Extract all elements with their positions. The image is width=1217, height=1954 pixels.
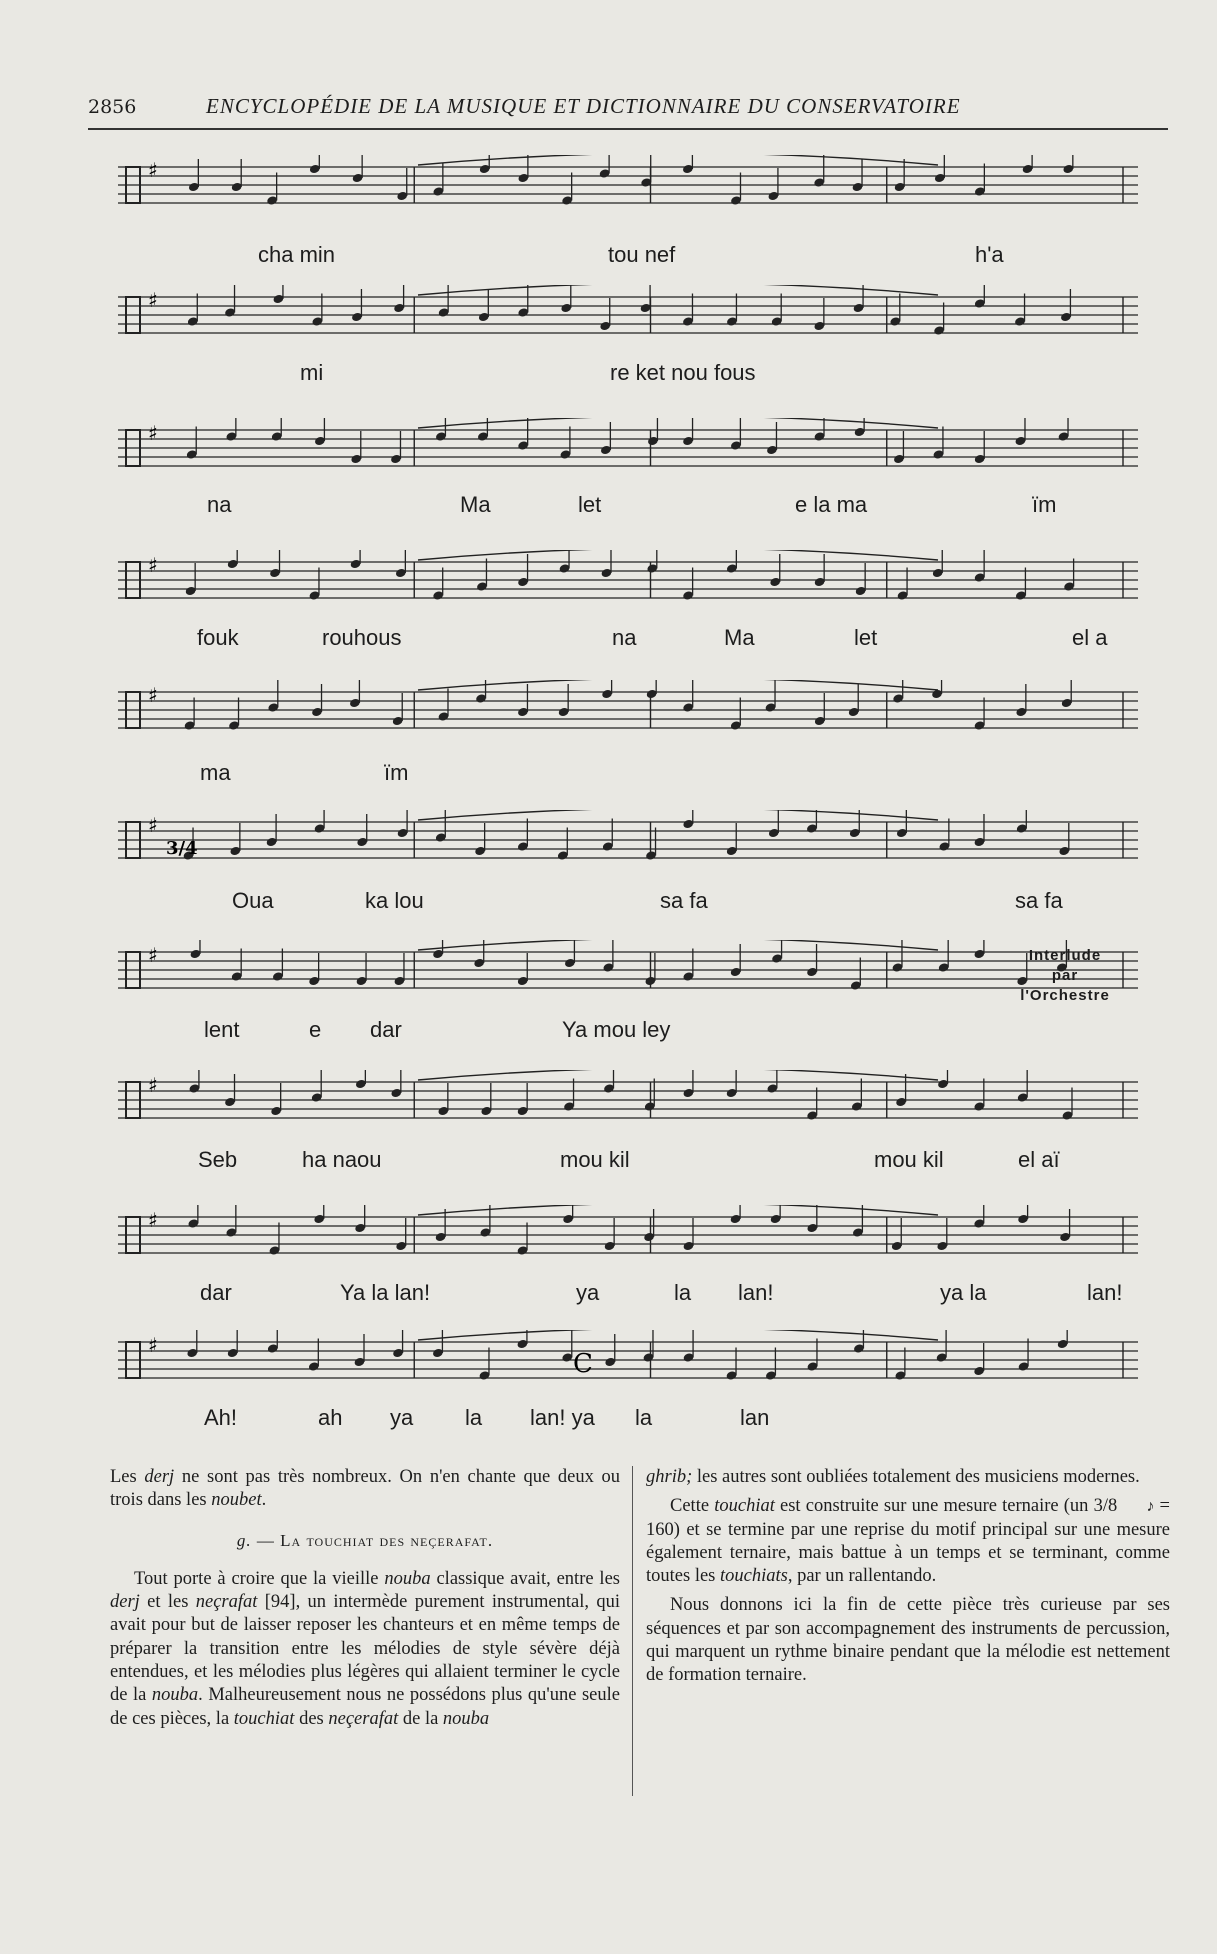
interlude-line-2: par <box>1051 967 1079 984</box>
key-sharp-icon: ♯ <box>148 1073 158 1097</box>
lyric-syllable: ya <box>390 1405 414 1430</box>
lyric-syllable: sa fa <box>1015 888 1063 913</box>
key-sharp-icon: ♯ <box>148 813 158 837</box>
staff-lines <box>118 550 1143 670</box>
lyric-syllable: ha naou <box>302 1147 382 1172</box>
key-sharp-icon: ♯ <box>148 158 158 182</box>
page-number: 2856 <box>88 96 137 118</box>
slur <box>418 550 938 560</box>
key-sharp-icon: ♯ <box>148 683 158 707</box>
lyric-syllable: mou kil <box>560 1147 630 1172</box>
lyric-syllable: e <box>309 1017 322 1042</box>
lyric-syllable: ïm <box>384 760 409 785</box>
lyric-syllable: let <box>854 625 878 650</box>
interlude-note <box>1005 946 1125 1006</box>
staff-system <box>118 680 1143 800</box>
lyric-syllable: la <box>465 1405 483 1430</box>
slur <box>418 810 938 820</box>
slur <box>418 1205 938 1215</box>
lyric-syllable: Oua <box>232 888 274 913</box>
lyric-syllable: ïm <box>1032 492 1057 517</box>
staff-system <box>118 285 1143 405</box>
left-column <box>110 1466 620 1737</box>
lyric-syllable: Ya mou ley <box>562 1017 671 1042</box>
lyric-syllable: let <box>578 492 602 517</box>
staff-system <box>118 1330 1143 1450</box>
staff-system <box>118 418 1143 538</box>
staff-system <box>118 1205 1143 1325</box>
lyric-syllable: lan! <box>1087 1280 1123 1305</box>
text-columns <box>110 1466 1170 1936</box>
lyric-syllable: Ma <box>460 492 491 517</box>
staff-lines <box>118 1070 1143 1190</box>
lyric-syllable: Ma <box>724 625 755 650</box>
lyric-syllable: sa fa <box>660 888 708 913</box>
key-sharp-icon: ♯ <box>148 288 158 312</box>
lyric-syllable: el aï <box>1018 1147 1060 1172</box>
running-title: ENCYCLOPÉDIE DE LA MUSIQUE ET DICTIONNAIRE DU CONSERVATOIRE <box>206 94 961 118</box>
lyric-syllable: rouhous <box>322 625 402 650</box>
column-divider <box>632 1466 633 1796</box>
staff-lines <box>118 1205 1143 1325</box>
staff-system <box>118 550 1143 670</box>
lyric-syllable: mi <box>300 360 324 385</box>
lyric-syllable: ma <box>200 760 231 785</box>
key-sharp-icon: ♯ <box>148 421 158 445</box>
lyric-syllable: ka lou <box>365 888 424 913</box>
lyric-syllable: na <box>612 625 637 650</box>
lyric-syllable: la <box>635 1405 653 1430</box>
lyric-syllable: cha min <box>258 242 336 267</box>
slur <box>418 1330 938 1340</box>
lyric-syllable: el a <box>1072 625 1108 650</box>
lyric-syllable: lan <box>740 1405 770 1430</box>
lyric-syllable: lan! <box>738 1280 774 1305</box>
common-time: C <box>573 1349 593 1379</box>
lyric-syllable: na <box>207 492 232 517</box>
lyric-syllable: h'a <box>975 242 1004 267</box>
right-column <box>646 1466 1170 1694</box>
lyric-syllable: e la ma <box>795 492 868 517</box>
slur <box>418 155 938 165</box>
lyric-syllable: Ya la lan! <box>340 1280 431 1305</box>
key-sharp-icon: ♯ <box>148 1208 158 1232</box>
section-heading: g. — La touchiat des neçerafat. <box>236 1530 494 1550</box>
lyric-syllable: ya <box>576 1280 600 1305</box>
paragraph-touchiat: Tout porte à croire que la vieille nouba classique avait, entre les derj et les neçrafat [94], un intermède purement instrumental, qui avait pour but de laisser reposer les chanteurs et en même temps de préparer la transition entre les mélodies de style sévère déjà entendues, et les mélodies plus légères qui allaient terminer le cycle de la nouba. Malheureusement nous ne possédons plus qu'une seule de ces pièces, la touchiat des neçerafat de la nouba <box>110 1568 620 1729</box>
lyric-syllable: ya la <box>940 1280 987 1305</box>
time-signature: 3/4 <box>166 838 198 859</box>
lyric-syllable: fouk <box>197 625 239 650</box>
lyric-syllable: dar <box>370 1017 402 1042</box>
staff-system <box>118 1070 1143 1190</box>
lyric-syllable: Ah! <box>204 1405 238 1430</box>
paragraph-ghrib: ghrib; les autres sont oubliées totalement des musiciens modernes. <box>646 1467 1140 1487</box>
lyric-syllable: ah <box>318 1405 343 1430</box>
lyric-syllable: Seb <box>198 1147 238 1172</box>
lyric-syllable: dar <box>200 1280 232 1305</box>
interlude-line-1: Interlude <box>1028 947 1102 964</box>
key-sharp-icon: ♯ <box>148 943 158 967</box>
eighth-note-icon: ♪ <box>1146 1498 1155 1516</box>
staff-lines <box>118 1330 1143 1450</box>
slur <box>418 680 938 690</box>
lyric-syllable: tou nef <box>608 242 676 267</box>
staff-lines <box>118 418 1143 538</box>
paragraph-measure: Cette touchiat est construite sur une mesure ternaire (un 3/8 ♪ = 160) et se termine par une reprise du motif principal sur une mesure également ternaire, mais battue à un temps et se terminant, comme toutes les touchiats, par un rallentando. <box>646 1496 1170 1587</box>
lyric-syllable: la <box>674 1280 692 1305</box>
slur <box>418 940 938 950</box>
paragraph-conclusion: Nous donnons ici la fin de cette pièce très curieuse par ses séquences et par son accompagnement des instruments de percussion, qui marquent un rythme binaire pendant que la mélodie est nettement de formation ternaire. <box>646 1595 1170 1686</box>
key-sharp-icon: ♯ <box>148 553 158 577</box>
interlude-line-3: l'Orchestre <box>1020 987 1110 1004</box>
staff-lines <box>118 285 1143 405</box>
paragraph-derj: Les derj ne sont pas très nombreux. On n'en chante que deux ou trois dans les noubet. <box>110 1467 620 1511</box>
key-sharp-icon: ♯ <box>148 1333 158 1357</box>
staff-lines <box>118 680 1143 800</box>
lyric-syllable: lan! ya <box>530 1405 595 1430</box>
slur <box>418 1070 938 1080</box>
slur <box>418 418 938 428</box>
slur <box>418 285 938 295</box>
lyric-syllable: mou kil <box>874 1147 944 1172</box>
lyric-syllable: lent <box>204 1017 240 1042</box>
lyric-syllable: re ket nou fous <box>610 360 756 385</box>
